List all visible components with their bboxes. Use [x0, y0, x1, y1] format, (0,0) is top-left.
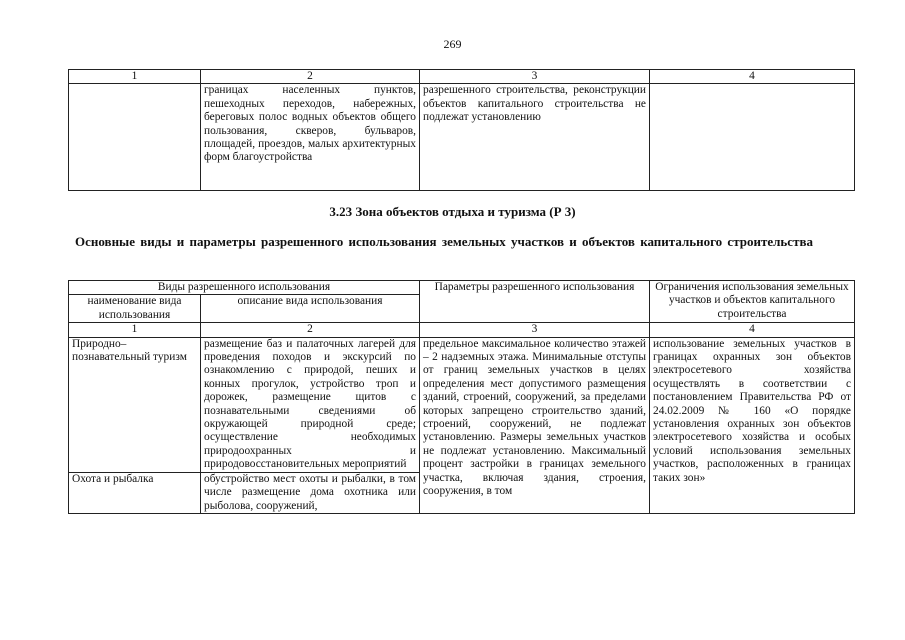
- name-header: наименование вида использования: [69, 295, 201, 323]
- column-number: 2: [201, 323, 420, 337]
- column-number: 4: [650, 323, 855, 337]
- table-cell: [650, 84, 855, 191]
- description-header: описание вида использования: [201, 295, 420, 323]
- column-number: 3: [420, 70, 650, 84]
- group-header: Виды разрешенного использования: [69, 281, 420, 295]
- column-number: 2: [201, 70, 420, 84]
- column-number: 1: [69, 70, 201, 84]
- header-row: [69, 281, 855, 295]
- section-title: 3.23 Зона объектов отдыха и туризма (Р 3): [329, 204, 576, 219]
- table-cell: [69, 84, 201, 191]
- column-number: 1: [69, 323, 201, 337]
- column-number: 3: [420, 323, 650, 337]
- column-number-row: [69, 70, 855, 84]
- table-cell: границах населенных пунктов, пешеходных переходов, набережных, береговых полос водных объектов общего пользования, скверов, бульваров, площадей, проездов, малых архитектурных форм благоустройства: [201, 84, 420, 191]
- use-description-cell: размещение баз и палаточных лагерей для проведения походов и экскурсий по ознакомлению с природой, пеших и конных прогулок, устройство троп и дорожек, размещение щитов с познавательными сведениями об окружающей природной среде; осуществление необходимых природоохранных и природовосстановительных мероприятий: [201, 337, 420, 472]
- parameters-header: Параметры разрешенного использования: [420, 281, 650, 323]
- use-name-cell: Природно–познавательный туризм: [69, 337, 201, 472]
- continued-table: [68, 69, 855, 191]
- table-row: [69, 337, 855, 472]
- column-number-row: [69, 323, 855, 337]
- table-cell: разрешенного строительства, реконструкции объектов капитального строительства не подлежат установлению: [420, 84, 650, 191]
- restrictions-header: Ограничения использования земельных участков и объектов капитального строительства: [650, 281, 855, 323]
- use-description-cell: обустройство мест охоты и рыбалки, в том числе размещение дома охотника или рыболова, сооружений,: [201, 472, 420, 513]
- column-number: 4: [650, 70, 855, 84]
- restrictions-cell: использование земельных участков в границах охранных зон объектов электросетевого хозяйства осуществлять в соответствии с постановлением Правительства РФ от 24.02.2009 № 160 «О порядке установления охранных зон объектов электросетевого хозяйства и особых условий использования земельных участков, расположенных в границах таких зон»: [650, 337, 855, 513]
- table-row: [69, 84, 855, 191]
- zone-table: [68, 280, 855, 514]
- parameters-cell: предельное максимальное количество этажей – 2 надземных этажа. Минимальные отступы от границ земельных участков в целях определения мест допустимого размещения зданий, строений, сооружений, за пределами которых запрещено строительство зданий, строений, сооружений, не подлежат установлению. Размеры земельных участков не подлежат установлению. Максимальный процент застройки в границах земельного участка, включая здания, строения, сооружения, в том: [420, 337, 650, 513]
- page-number: 269: [443, 37, 462, 51]
- use-name-cell: Охота и рыбалка: [69, 472, 201, 513]
- main-heading: Основные виды и параметры разрешенного использования земельных участков и объектов капитального строительства: [75, 234, 813, 249]
